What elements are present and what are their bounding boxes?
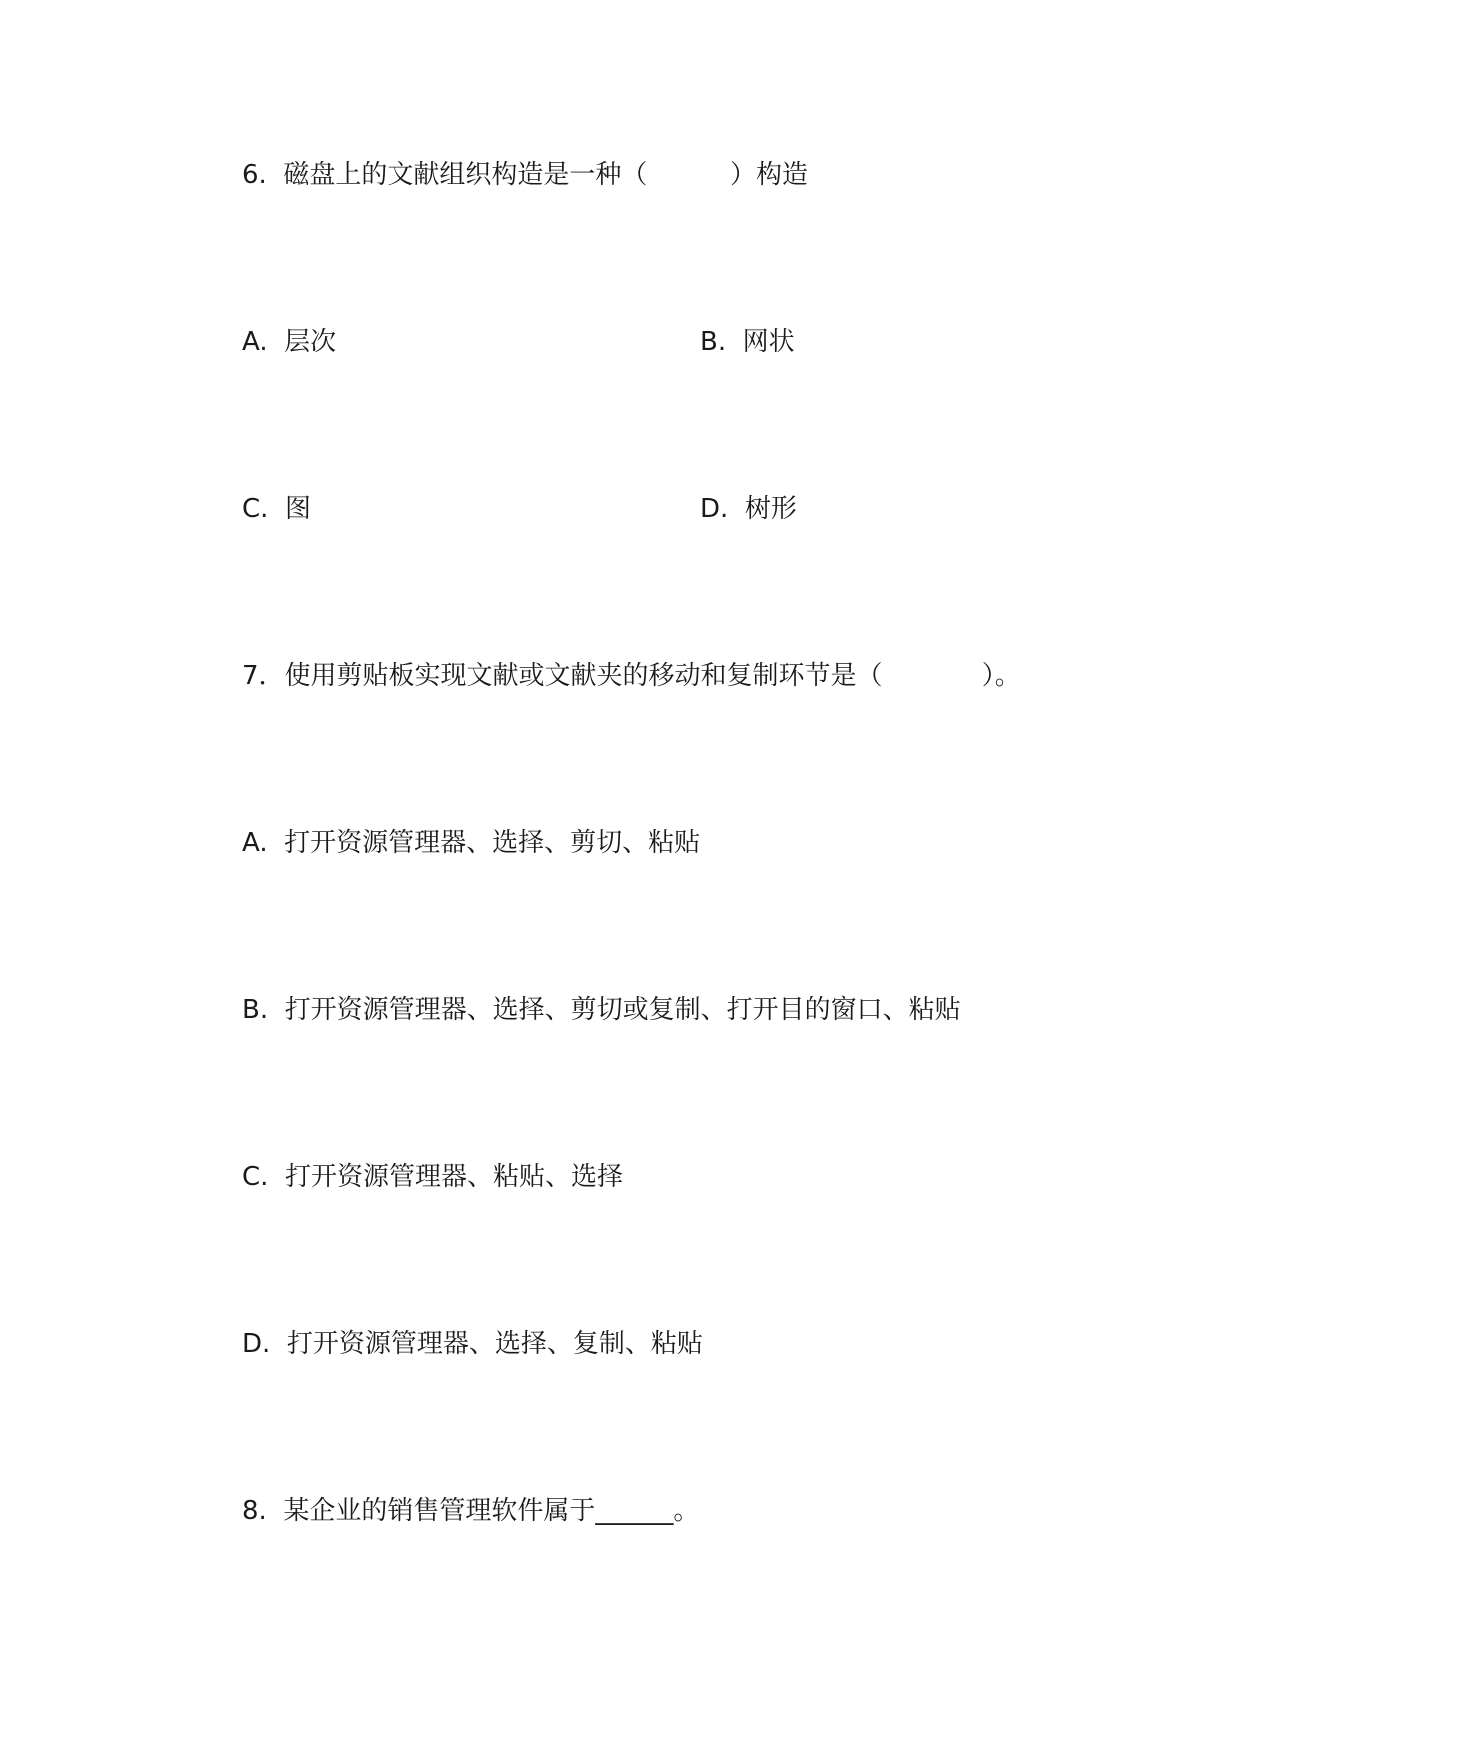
question-7-option-c: C. 打开资源管理器、粘贴、选择 [242, 1162, 623, 1192]
question-7-option-b: B. 打开资源管理器、选择、剪切或复制、打开目的窗口、粘贴 [242, 995, 961, 1025]
question-7-option-a: A. 打开资源管理器、选择、剪切、粘贴 [242, 828, 701, 858]
question-6-option-c: C. 图 [242, 494, 311, 524]
question-7-stem: 7．使用剪贴板实现文献或文献夹的移动和复制环节是（ ）。 [242, 661, 1021, 691]
question-8-stem: 8. 某企业的销售管理软件属于______。 [242, 1496, 700, 1526]
question-6-option-d: D. 树形 [700, 494, 797, 524]
question-6-stem: 6. 磁盘上的文献组织构造是一种（ ）构造 [242, 160, 808, 190]
question-6-option-b: B. 网状 [700, 327, 795, 357]
question-6-option-a: A. 层次 [242, 327, 337, 357]
question-7-option-d: D. 打开资源管理器、选择、复制、粘贴 [242, 1329, 703, 1359]
